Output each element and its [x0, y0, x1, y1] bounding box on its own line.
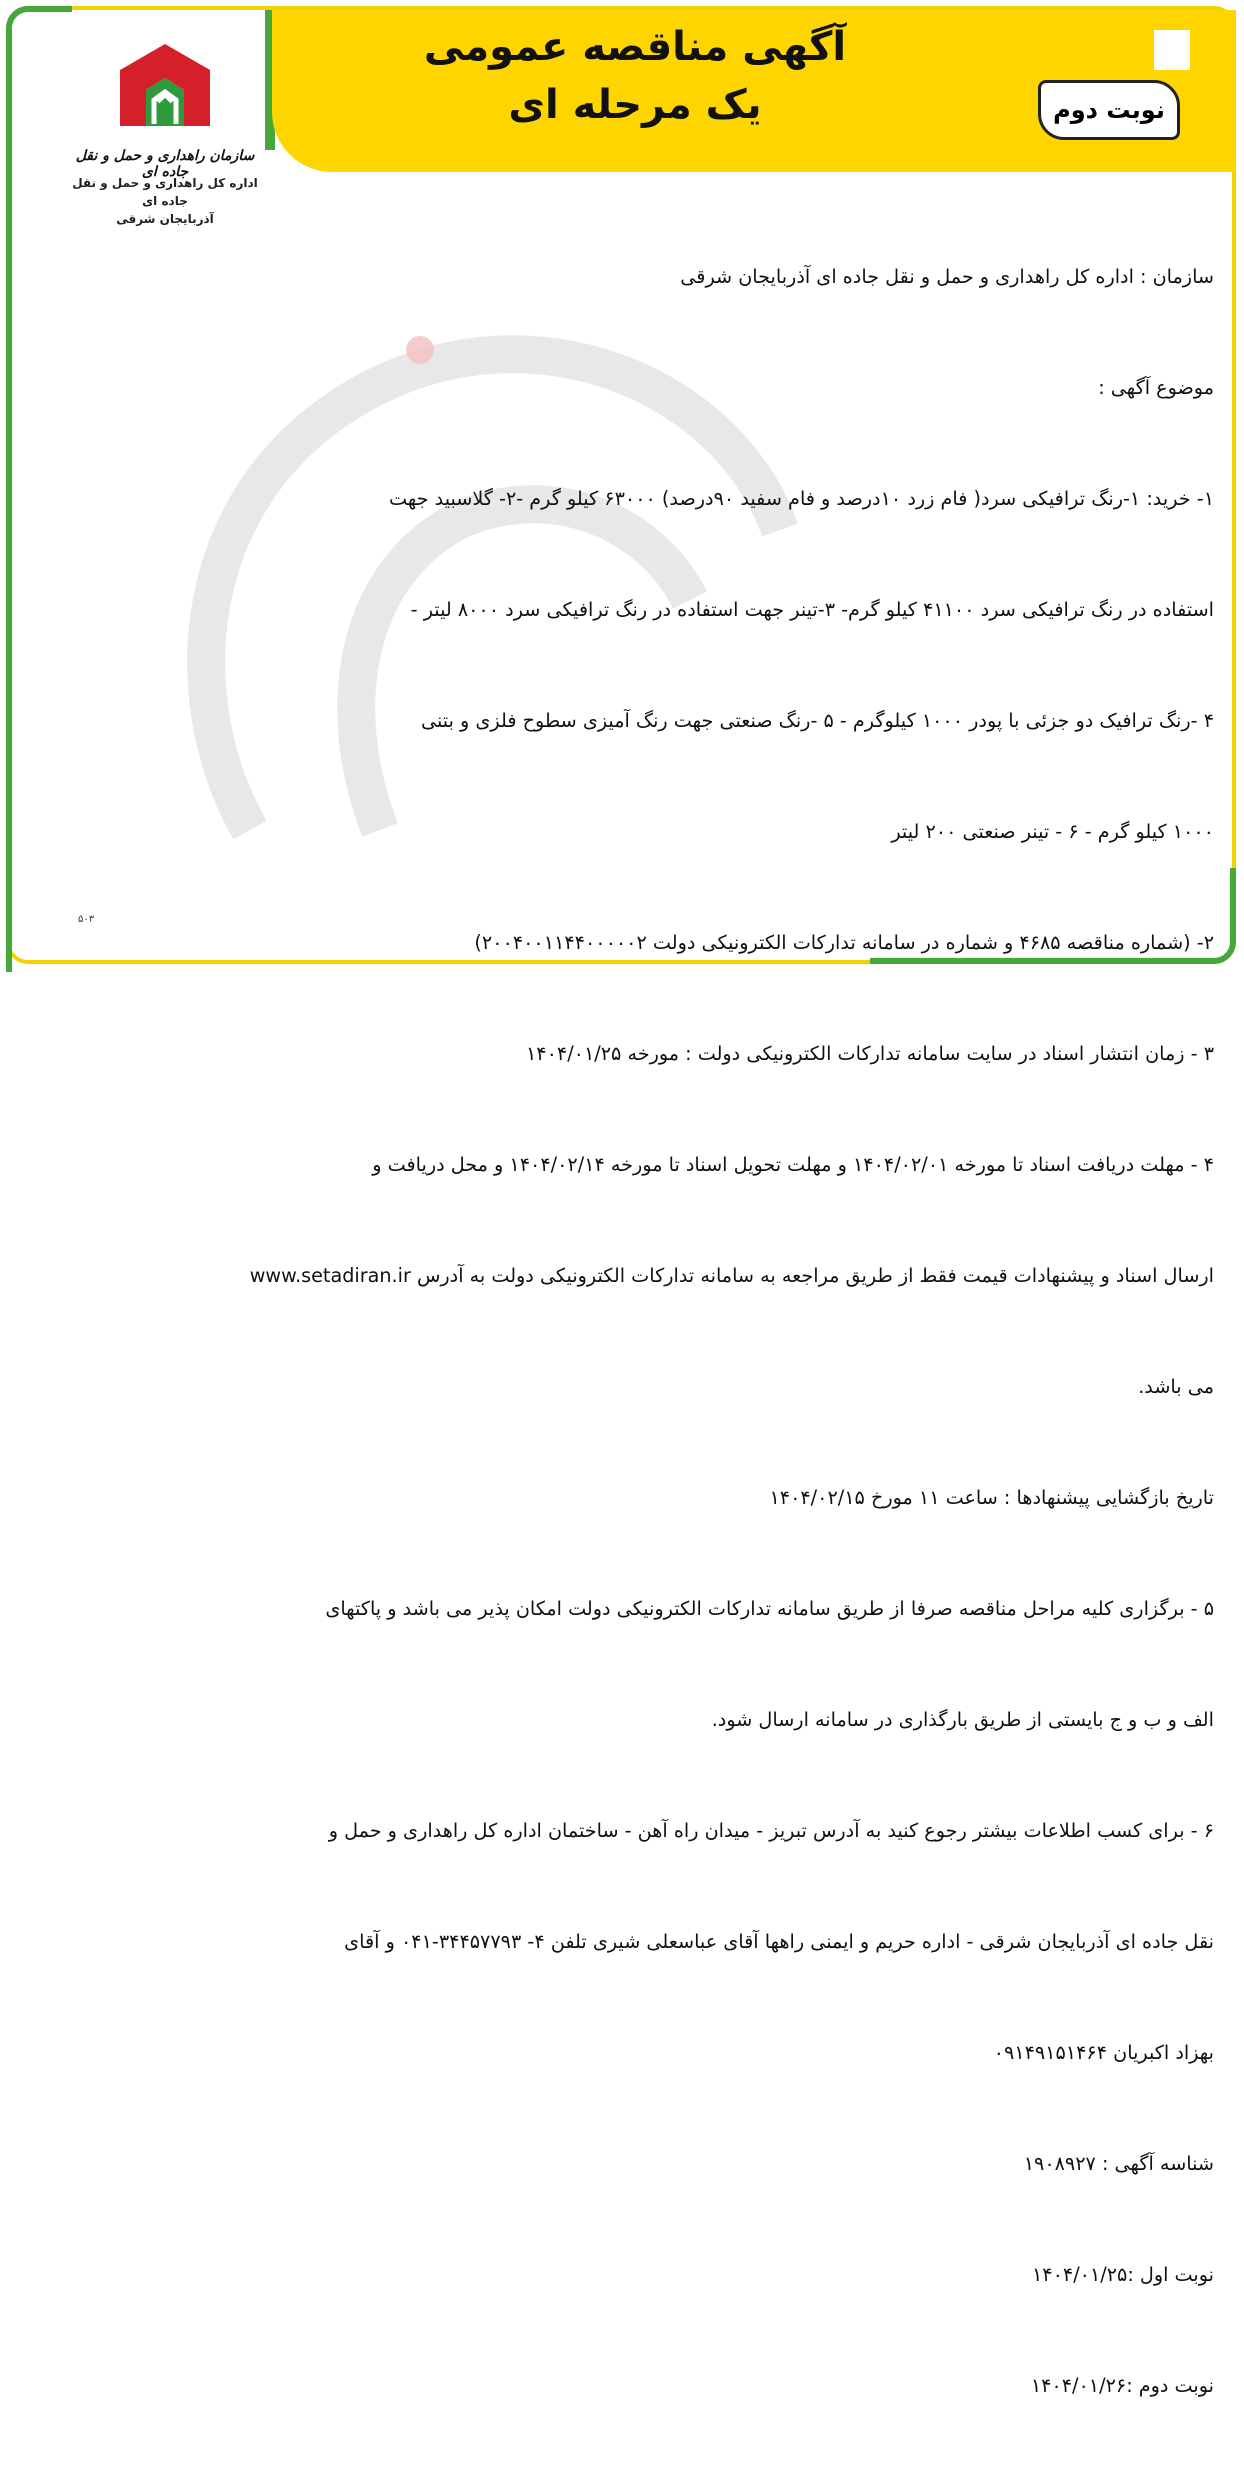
- body-line: ۳ - زمان انتشار اسناد در سایت سامانه تدارکات الکترونیکی دولت : مورخه ۱۴۰۴/۰۱/۲۵: [525, 1042, 1214, 1065]
- body-line: ۱- خرید: ۱-رنگ ترافیکی سرد( فام زرد ۱۰درصد و فام سفید ۹۰درصد) ۶۳۰۰۰ کیلو گرم -۲- گلاسبید جهت: [388, 487, 1214, 510]
- title-line-1: آگهی مناقصه عمومی: [423, 24, 847, 70]
- body-line: استفاده در رنگ ترافیکی سرد ۴۱۱۰۰ کیلو گرم- ۳-تینر جهت استفاده در رنگ ترافیکی سرد ۸۰۰۰ لیتر -: [410, 598, 1214, 621]
- body-line: شناسه آگهی : ۱۹۰۸۹۲۷: [1023, 2152, 1214, 2175]
- body-line: ۲- (شماره مناقصه ۴۶۸۵ و شماره در سامانه تدارکات الکترونیکی دولت ۲۰۰۴۰۰۱۱۴۴۰۰۰۰۰۲): [474, 931, 1214, 954]
- body-line: ۴ - مهلت دریافت اسناد تا مورخه ۱۴۰۴/۰۲/۰۱ و مهلت تحویل اسناد تا مورخه ۱۴۰۴/۰۲/۱۴ و محل دریافت و: [372, 1153, 1214, 1176]
- ad-title: [340, 18, 930, 134]
- body-line: ۴ -رنگ ترافیک دو جزئی با پودر ۱۰۰۰ کیلوگرم - ۵ -رنگ صنعتی جهت رنگ آمیزی سطوح فلزی و بتنی: [421, 709, 1214, 732]
- round-badge: نوبت دوم: [1038, 80, 1180, 140]
- body-line: سازمان : اداره کل راهداری و حمل و نقل جاده ای آذربایجان شرقی: [680, 265, 1214, 288]
- green-border-left: [6, 6, 72, 972]
- body-line: موضوع آگهی :: [1098, 376, 1214, 399]
- body-line: می باشد.: [1138, 1375, 1214, 1398]
- body-line: نوبت اول :۱۴۰۴/۰۱/۲۵: [1031, 2263, 1214, 2286]
- body-line: ۵ - برگزاری کلیه مراحل مناقصه صرفا از طریق سامانه تدارکات الکترونیکی دولت امکان پذیر می باشد و پاکتهای: [325, 1597, 1214, 1620]
- body-line: ۶ - برای کسب اطلاعات بیشتر رجوع کنید به آدرس تبریز - میدان راه آهن - ساختمان اداره کل راهداری و حمل و: [328, 1819, 1214, 1842]
- organization-logo-icon: [110, 40, 220, 132]
- page-number: ۵۰۳: [78, 914, 95, 925]
- body-line: نقل جاده ای آذربایجان شرقی - اداره حریم و ایمنی راهها آقای عباسعلی شیری تلفن ۴- ۳۴۴۵۷۷۹۳-۰۴۱ و آقای: [344, 1930, 1214, 1953]
- logo-caption-line-1: اداره کل راهداری و حمل و نقل جاده ای: [72, 176, 258, 208]
- logo-script-text: سازمان راهداری و حمل و نقل جاده ای: [75, 148, 255, 180]
- body-line: بهزاد اکبریان ۰۹۱۴۹۱۵۱۴۶۴: [993, 2041, 1214, 2064]
- title-line-2: یک مرحله ای: [508, 82, 762, 128]
- body-line: ارسال اسناد و پیشنهادات قیمت فقط از طریق مراجعه به سامانه تدارکات الکترونیکی دولت به آدرس www.setadiran.ir: [249, 1264, 1214, 1287]
- body-line: نوبت دوم :۱۴۰۴/۰۱/۲۶: [1030, 2374, 1214, 2397]
- body-line: تاریخ بازگشایی پیشنهادها : ساعت ۱۱ مورخ ۱۴۰۴/۰۲/۱۵: [769, 1486, 1214, 1509]
- body-line: ۱۰۰۰ کیلو گرم - ۶ - تینر صنعتی ۲۰۰ لیتر: [891, 820, 1214, 843]
- ad-frame: [6, 6, 1236, 2397]
- logo-caption-line-2: آذربایجان شرقی: [116, 212, 214, 226]
- body-line: الف و ب و ج بایستی از طریق بارگذاری در سامانه ارسال شود.: [711, 1708, 1214, 1731]
- banner-corner-box: [1154, 30, 1190, 70]
- ad-body: [66, 184, 1214, 2478]
